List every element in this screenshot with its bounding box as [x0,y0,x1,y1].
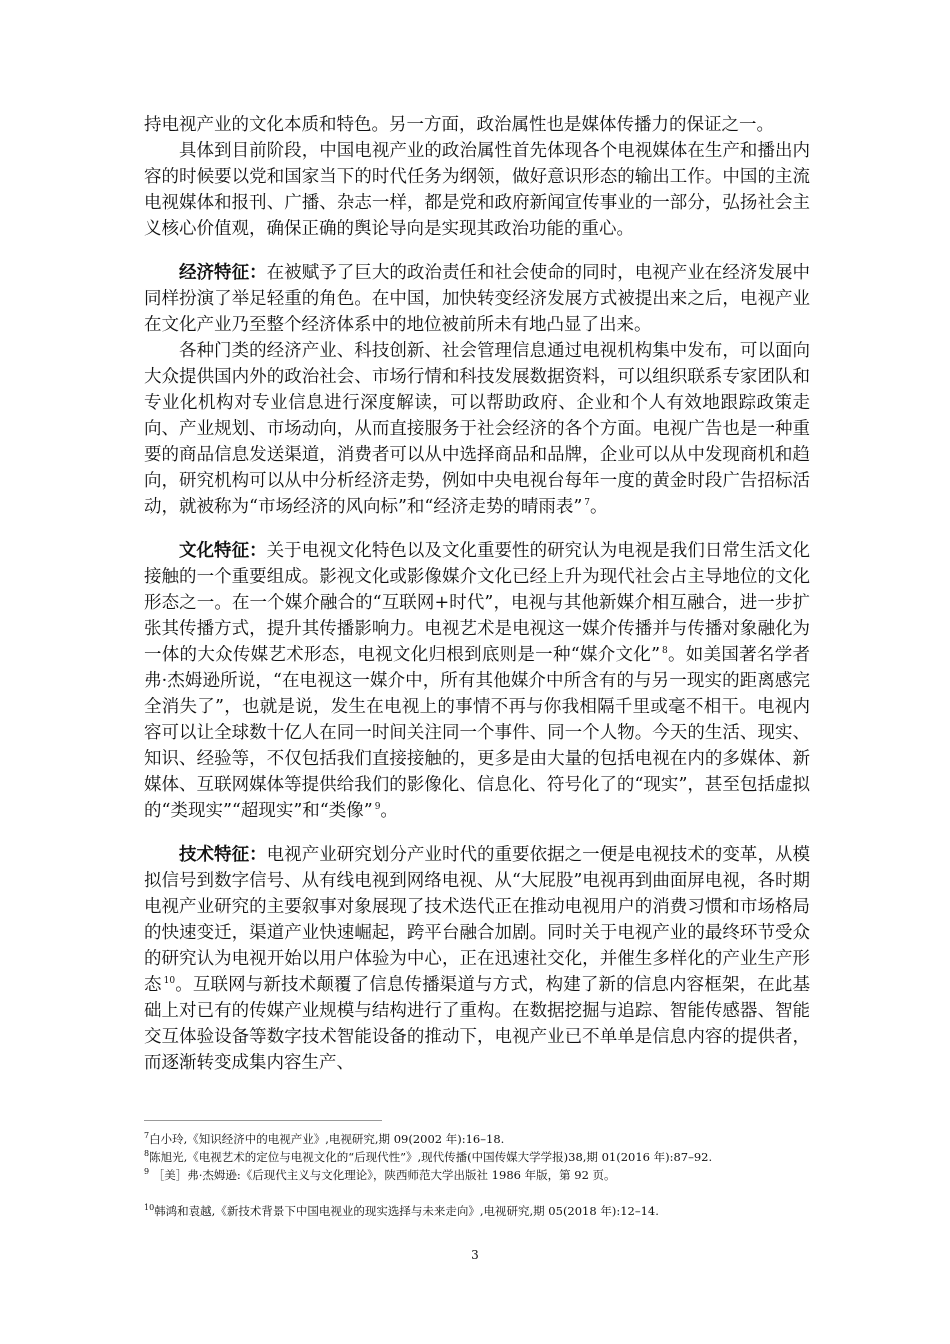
footnote [144,1202,844,1220]
footnote-ref[interactable]: 9 [374,802,381,813]
footnote [144,1148,844,1166]
footnote [144,1130,844,1148]
body-text [144,112,810,1076]
paragraph-economic-detail [144,338,810,520]
page-number: 3 [471,1248,479,1262]
paragraph-text: 具体到目前阶段，中国电视产业的政治属性首先体现各个电视媒体在生产和播出内容的时候要以党和国家当下的时代任务为纲领，做好意识形态的输出工作。中国的主流电视媒体和报刊、广播、杂志一样，都是党和政府新闻宣传事业的一部分，弘扬社会主义核心价值观，确保正确的舆论导向是实现其政治功能的重心。 [144,141,810,239]
paragraph-tail: 。互联网与新技术颠覆了信息传播渠道与方式，构建了新的信息内容框架，在此基础上对已有的传媒产业规模与结构进行了重构。在数据挖掘与追踪、智能传感器、智能交互体验设备等数字技术智能设备的推动下，电视产业已不单单是信息内容的提供者，而逐渐转变成集内容生产、 [144,975,811,1073]
footnote-number: 7 [144,1131,150,1141]
paragraph-lead: 文化特征： [179,541,267,561]
paragraph-political [144,138,810,242]
footnote-ref[interactable]: 7 [584,498,591,509]
footnote-text: 白小玲,《知识经济中的电视产业》,电视研究,期 09(2002 年):16–18. [149,1132,505,1146]
footnote-text: 韩鸿和袁越,《新技术背景下中国电视业的现实选择与未来走向》,电视研究,期 05(2018 年):12–14. [154,1204,659,1218]
footnote-text: ［美］弗·杰姆逊:《后现代主义与文化理论》，陕西师范大学出版社 1986 年版，第 92 页。 [152,1168,616,1182]
footnote-ref[interactable]: 10 [163,976,176,987]
footnotes [144,1130,844,1220]
footnote-number: 8 [144,1149,150,1159]
paragraph-cultural [144,538,810,824]
paragraph-text: 各种门类的经济产业、科技创新、社会管理信息通过电视机构集中发布，可以面向大众提供国内外的政治社会、市场行情和科技发展数据资料，可以组织联系专家团队和专业化机构对专业信息进行深度解读，可以帮助政府、企业和个人有效地跟踪政策走向、产业规划、市场动向，从而直接服务于社会经济的各个方面。电视广告也是一种重要的商品信息发送渠道，消费者可以从中选择商品和品牌，企业可以从中发现商机和趋向，研究机构可以从中分析经济走势，例如中央电视台每年一度的黄金时段广告招标活动，就被称为“市场经济的风向标”和“经济走势的晴雨表” [144,341,810,517]
footnote-ref[interactable]: 8 [662,646,668,657]
footnote-number: 10 [144,1203,155,1213]
paragraph-text: 电视产业研究划分产业时代的重要依据之一便是电视技术的变革，从模拟信号到数字信号、从有线电视到网络电视、从“大屁股”电视再到曲面屏电视，各时期电视产业研究的主要叙事对象展现了技术迭代正在推动电视用户的消费习惯和市场格局的快速变迁，渠道产业快速崛起，跨平台融合加剧。同时关于电视产业的最终环节受众的研究认为电视开始以用户体验为中心，正在迅速社交化，并催生多样化的产业生产形态 [144,845,811,995]
footnote-number: 9 [144,1167,150,1177]
paragraph-text-2: 。如美国著名学者弗·杰姆逊所说，“在电视这一媒介中，所有其他媒介中所含有的与另一现实的距离感完全消失了”，也就是说，发生在电视上的事情不再与你我相隔千里或毫不相干。电视内容可以让全球数十亿人在同一时间关注同一个事件、同一个人物。今天的生活、现实、知识、经验等，不仅包括我们直接接触的，更多是由大量的包括电视在内的多媒体、新媒体、互联网媒体等提供给我们的影像化、信息化、符号化了的“现实”，甚至包括虚拟的“类现实”“超现实”和“类像” [144,645,810,821]
paragraph-continuation [144,112,810,138]
paragraph-lead: 技术特征： [179,845,267,865]
paragraph-text: 关于电视文化特色以及文化重要性的研究认为电视是我们日常生活文化接触的一个重要组成。影视文化或影像媒介文化已经上升为现代社会占主导地位的文化形态之一。在一个媒介融合的“互联网+时代”，电视与其他新媒介相互融合，进一步扩张其传播方式，提升其传播影响力。电视艺术是电视这一媒介传播并与传播对象融化为一体的大众传媒艺术形态，电视文化归根到底则是一种“媒介文化” [144,541,811,665]
footnote-text: 陈旭光,《电视艺术的定位与电视文化的“后现代性”》,现代传播(中国传媒大学学报)38,期 01(2016 年):87–92. [149,1150,713,1164]
paragraph-tail: 。 [380,801,398,821]
paragraph-lead: 经济特征： [179,263,267,283]
paragraph-text: 持电视产业的文化本质和特色。另一方面，政治属性也是媒体传播力的保证之一。 [144,115,774,135]
footnote-separator [144,1120,382,1121]
footnote [144,1166,844,1184]
paragraph-technical [144,842,810,1076]
paragraph-economic [144,260,810,338]
paragraph-text: 在被赋予了巨大的政治责任和社会使命的同时，电视产业在经济发展中同样扮演了举足轻重的角色。在中国，加快转变经济发展方式被提出来之后，电视产业在文化产业乃至整个经济体系中的地位被前所未有地凸显了出来。 [144,263,811,335]
paragraph-tail: 。 [590,497,608,517]
